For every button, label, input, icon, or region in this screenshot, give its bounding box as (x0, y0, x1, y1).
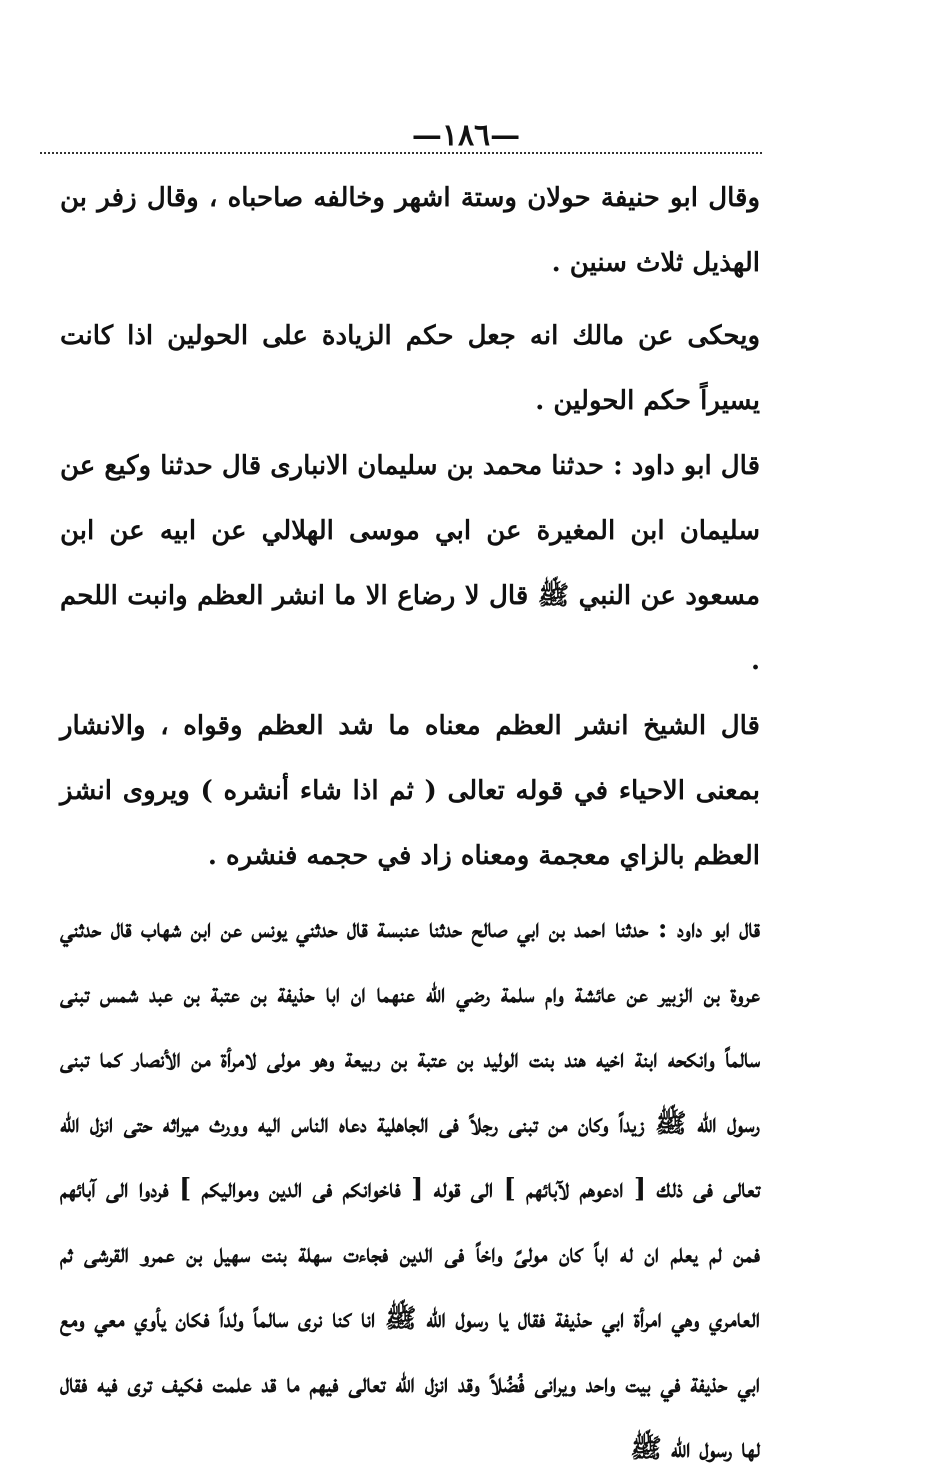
body-text (60, 166, 760, 1482)
paragraph-2: ويحكى عن مالك انه جعل حكم الزيادة على الحولين اذا كانت يسيراً حكم الحولين . (60, 321, 760, 416)
paragraph-1: وقال ابو حنيفة حولان وستة اشهر وخالفه صاحباه ، وقال زفر بن الهذيل ثلاث سنين . (60, 183, 760, 278)
paragraph-3: قال ابو داود : حدثنا محمد بن سليمان الانبارى قال حدثنا وكيع عن سليمان ابن المغيرة عن ابي موسى الهلالي عن ابيه عن ابن مسعود عن النبي ﷺ قال لا رضاع الا ما انشر العظم وانبت اللحم . (60, 451, 760, 676)
header-divider (40, 152, 762, 154)
page-number: —١٨٦— (411, 118, 521, 153)
paragraph-5: قال ابو داود : حدثنا احمد بن ابي صالح حدثنا عنبسة قال حدثني يونس عن ابن شهاب قال حدثني عروة بن الزبير عن عائشة وام سلمة رضي الله عنهما ان ابا حذيفة بن عتبة بن عبد شمس تبنى سالماً وانكحه ابنة اخيه هند بنت الوليد بن عتبة بن ربيعة وهو مولى لامرأة من الأنصار كما تبنى رسول الله ﷺ زيداً وكان من تبنى رجلاً فى الجاهلية دعاه الناس اليه وورث ميراثه حتى انزل الله تعالى فى ذلك [ ادعوهم لآبائهم ] الى قوله [ فاخوانكم فى الدين ومواليكم ] فردوا الى آبائهم فمن لم يعلم ان له اباً كان مولىً واخاً فى الدين فجاءت سهلة بنت سهيل بن عمرو القرشى ثم العامري وهي امرأة ابي حذيفة فقال يا رسول الله ﷺ انا كنا نرى سالماً ولداً فكان يأوي معي ومع ابي حذيفة في بيت واحد ويرانى فُضُلاً وقد انزل الله تعالى فيهم ما قد علمت فكيف ترى فيه فقال لها رسول الله ﷺ (60, 914, 760, 1464)
paragraph-4: قال الشيخ انشر العظم معناه ما شد العظم وقواه ، والانشار بمعنى الاحياء في قوله تعالى ( ثم اذا شاء أنشره ) ويروى انشز العظم بالزاي معجمة ومعناه زاد في حجمه فنشره . (60, 711, 760, 871)
